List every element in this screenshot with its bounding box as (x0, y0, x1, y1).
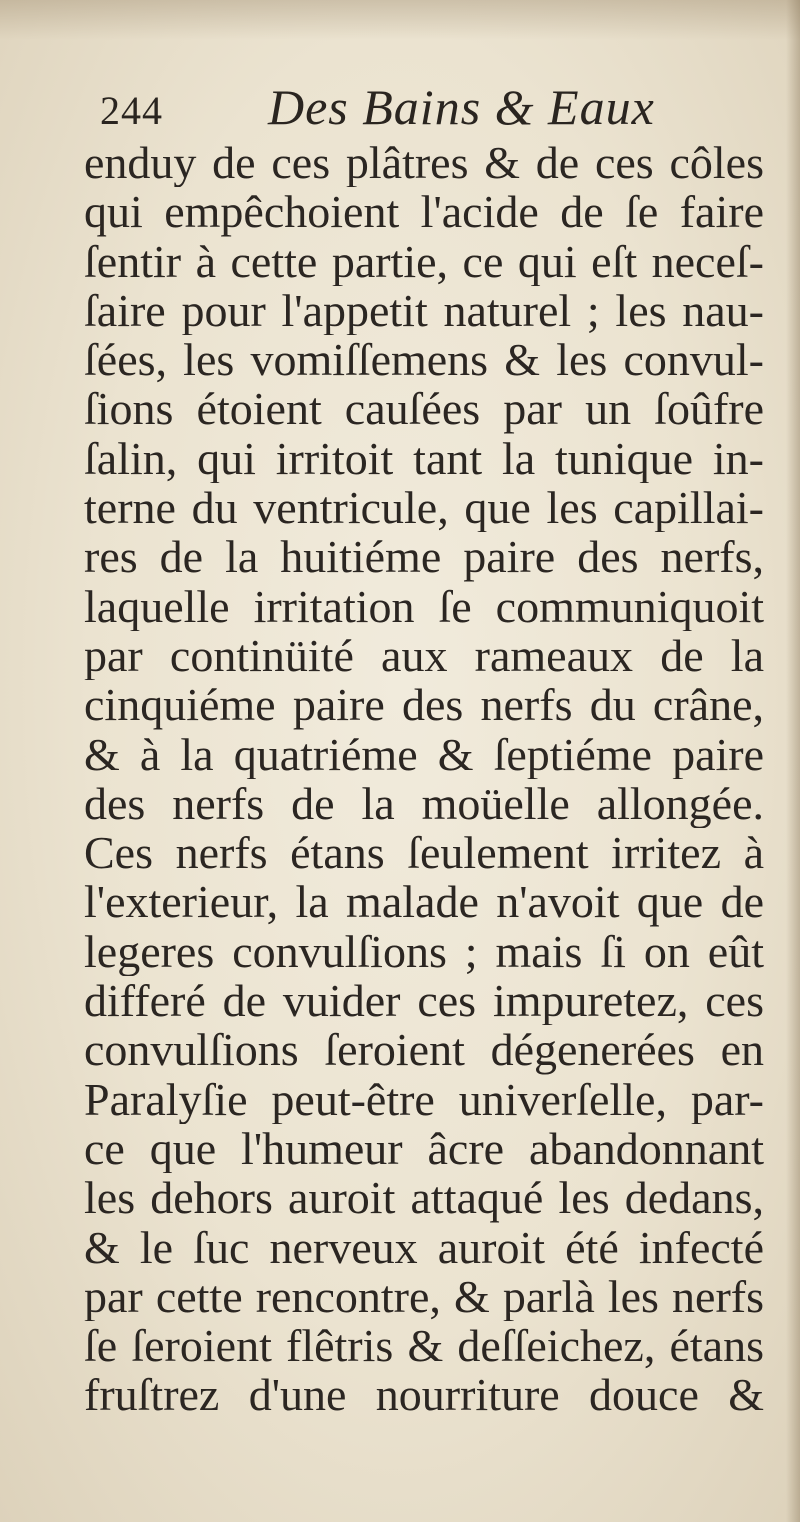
text-line: ſions étoient cauſées par un ſoûfre (84, 384, 764, 434)
text-line: legeres convulſions ; mais ſi on eût (84, 926, 764, 977)
text-line: & à la quatriéme & ſeptiéme paire (84, 729, 764, 779)
page-top-shadow (0, 0, 800, 40)
text-line: ſe ſeroient flêtris & deſſeichez, étans (84, 1321, 764, 1371)
page-gutter-shadow (786, 0, 800, 1522)
text-line: ſalin, qui irritoit tant la tunique in- (84, 433, 764, 484)
text-line: les dehors auroit attaqué les dedans, (84, 1173, 764, 1223)
text-line: fruſtrez d'une nourriture douce & (84, 1370, 764, 1420)
text-line: Ces nerfs étans ſeulement irritez à (84, 828, 764, 878)
text-line: par continüité aux rameaux de la (84, 630, 764, 681)
page-header (100, 78, 740, 138)
text-line: Paralyſie peut-être univerſelle, par- (84, 1074, 764, 1124)
text-line: res de la huitiéme paire des nerfs, (84, 532, 764, 582)
text-line: differé de vuider ces impuretez, ces (84, 976, 764, 1026)
text-line: cinquiéme paire des nerfs du crâne, (84, 680, 764, 730)
text-line: enduy de ces plâtres & de ces côles (84, 138, 764, 188)
text-line: ſées, les vomiſſemens & les convul- (84, 335, 764, 385)
text-line: l'exterieur, la malade n'avoit que de (84, 877, 764, 927)
text-line: convulſions ſeroient dégenerées en (84, 1025, 764, 1075)
text-line: ſaire pour l'appetit naturel ; les nau- (84, 285, 764, 336)
text-line: par cette rencontre, & parlà les nerfs (84, 1271, 764, 1322)
text-line: ſentir à cette partie, ce qui eſt neceſ- (84, 236, 764, 286)
text-line: terne du ventricule, que les capillai- (84, 483, 764, 533)
text-line: ce que l'humeur âcre abandonnant (84, 1123, 764, 1174)
page-number: 244 (100, 88, 163, 133)
text-line: qui empêchoient l'acide de ſe faire (84, 187, 764, 237)
text-line: laquelle irritation ſe communiquoit (84, 581, 764, 631)
text-line: des nerfs de la moüelle allongée. (84, 778, 764, 829)
body-text (84, 138, 774, 1420)
running-head: Des Bains & Eaux (268, 79, 655, 135)
text-line: & le ſuc nerveux auroit été infecté (84, 1222, 764, 1272)
